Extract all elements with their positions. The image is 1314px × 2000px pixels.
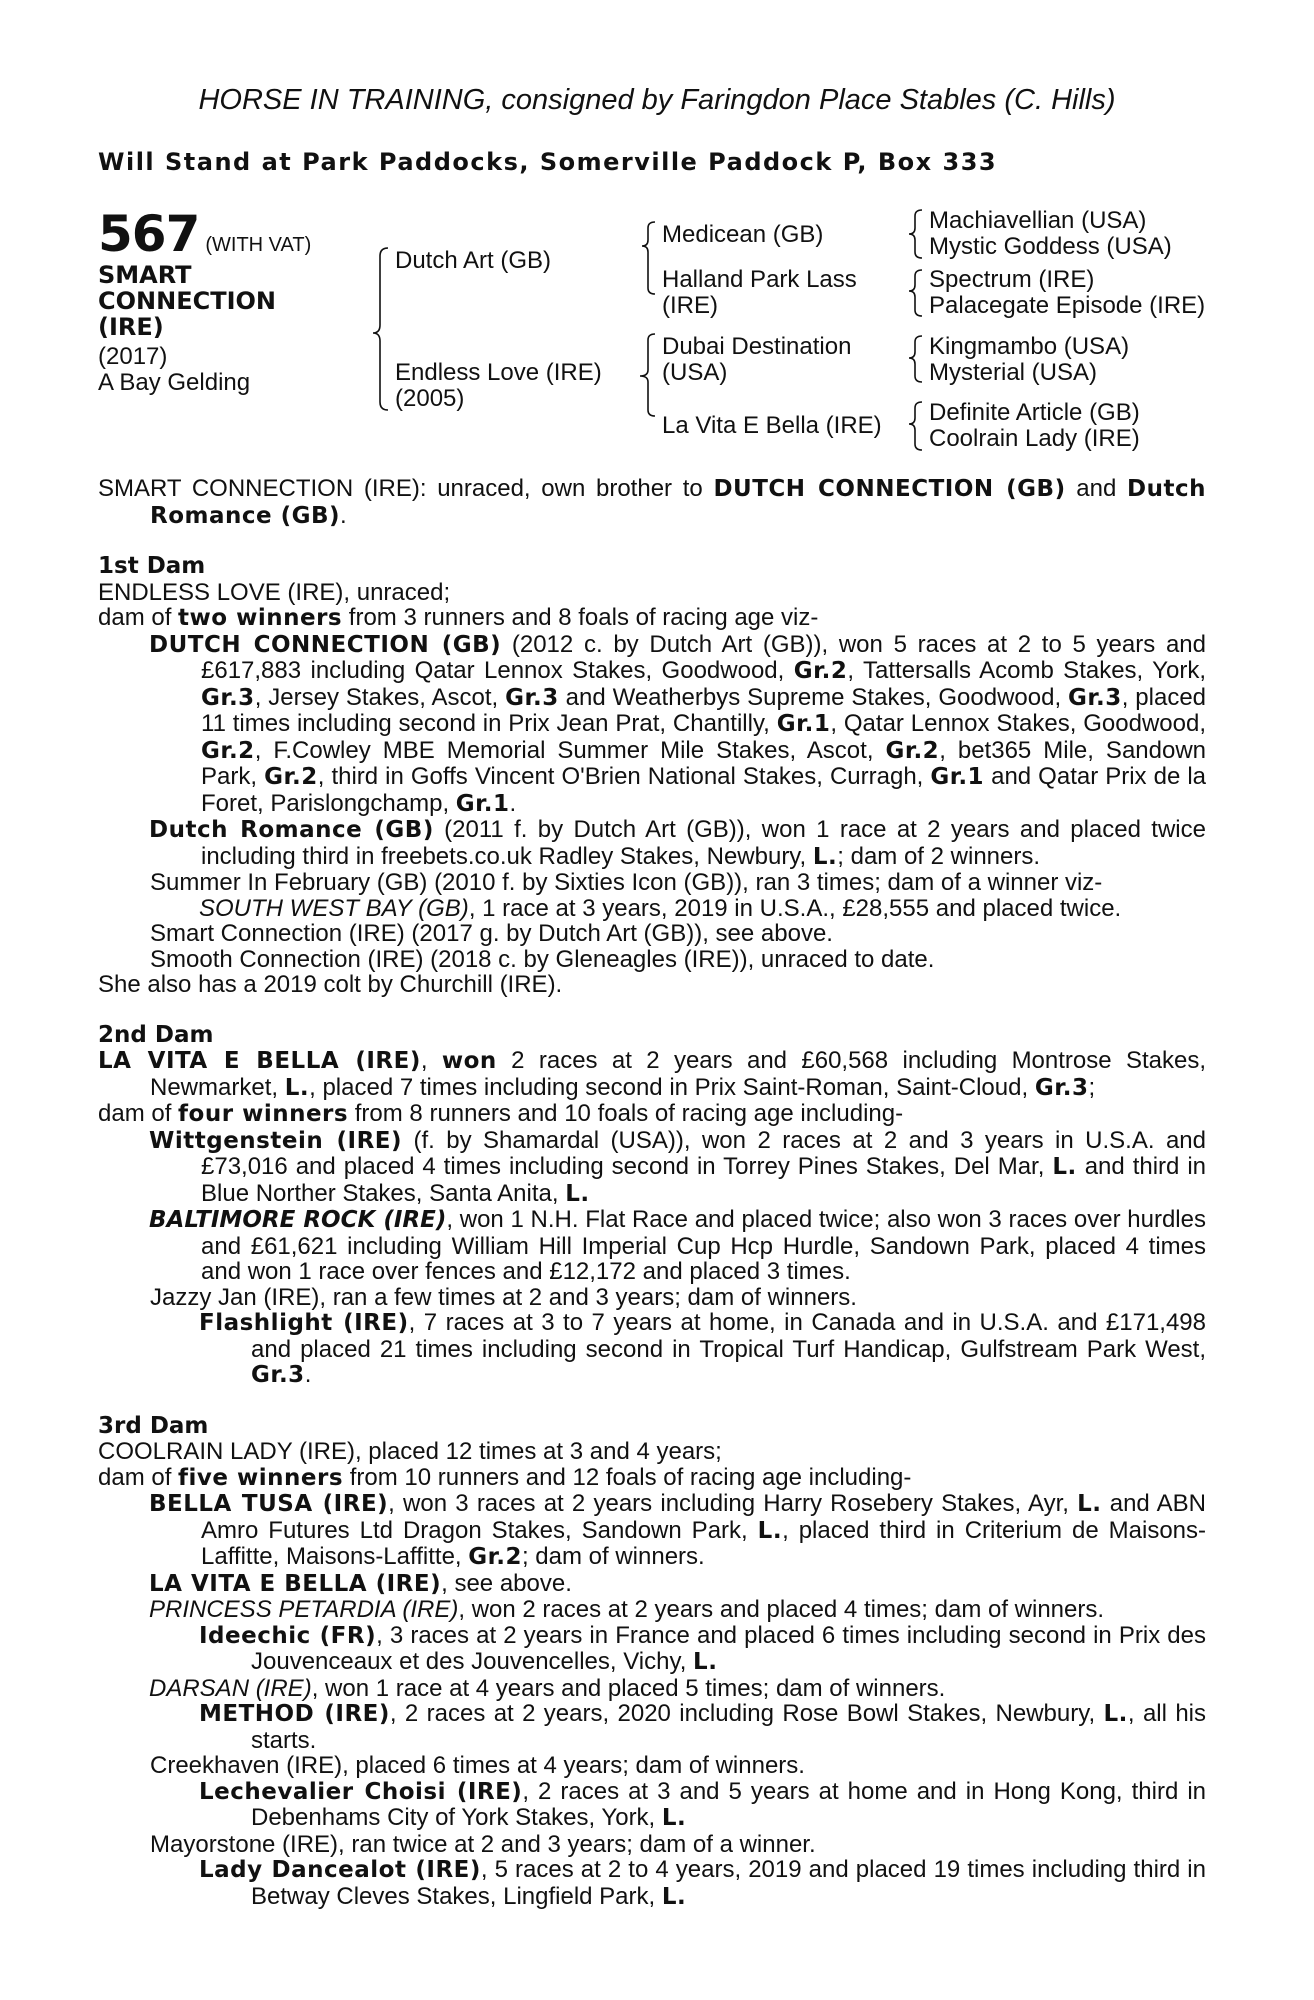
third-dam-heading: 3rd Dam xyxy=(98,1412,209,1439)
third-dam-produce: dam of five winners from 10 runners and 12 foals of racing age including- xyxy=(98,1463,912,1491)
pedigree-g3: Palacegate Episode (IRE) xyxy=(929,292,1206,319)
grand-offspring-entry: Lady Dancealot (IRE), 5 races at 2 to 4 years, 2019 and placed 19 times including third in Betway Cleves Stakes, Lingfield Park, L. xyxy=(199,1856,1206,1910)
third-dam-line: COOLRAIN LADY (IRE), placed 12 times at 3 and 4 years; xyxy=(98,1438,722,1465)
brace-dam xyxy=(640,334,655,416)
pedigree-dam-dam: La Vita E Bella (IRE) xyxy=(662,412,882,439)
offspring-name: BELLA TUSA (IRE) xyxy=(149,1491,389,1517)
grand-offspring-entry: Lechevalier Choisi (IRE), 2 races at 3 and 5 years at home and in Hong Kong, third in Debenhams City of York Stakes, York, L. xyxy=(199,1777,1206,1831)
offspring-entry: Jazzy Jan (IRE), ran a few times at 2 and 3 years; dam of winners. xyxy=(150,1283,857,1311)
brace-g3-2 xyxy=(909,270,922,316)
brace-gen1 xyxy=(373,248,388,410)
pedigree-sire-dam-name: Halland Park Lass xyxy=(662,266,857,293)
offspring-name: Lady Dancealot (IRE) xyxy=(199,1857,481,1883)
offspring-entry: Dutch Romance (GB) (2011 f. by Dutch Art (GB)), won 1 race at 2 years and placed twice including third in freebets.co.uk Radley Stakes, Newbury, L.; dam of 2 winners. xyxy=(149,816,1206,870)
offspring-entry: PRINCESS PETARDIA (IRE), won 2 races at 2 years and placed 4 times; dam of winners. xyxy=(149,1596,1105,1623)
offspring-name: Ideechic (FR) xyxy=(199,1622,377,1649)
offspring-name: DARSAN (IRE) xyxy=(149,1674,312,1702)
horse-name-line: SMART xyxy=(98,261,192,289)
offspring-entry: BELLA TUSA (IRE), won 3 races at 2 years including Harry Rosebery Stakes, Ayr, L. and ABN Amro Futures Ltd Dragon Stakes, Sandown Park, L., placed third in Criterium de Maisons-Laffitte, Maisons-Laffitte, Gr.2; dam of winners. xyxy=(149,1490,1207,1570)
catalogue-body xyxy=(98,476,1206,1910)
intro-line xyxy=(98,476,1206,529)
pedigree-dam-year: (2005) xyxy=(395,385,465,412)
offspring-entry: Smooth Connection (IRE) (2018 c. by Gleneagles (IRE)), unraced to date. xyxy=(150,945,935,973)
brace-g3-1 xyxy=(909,210,922,258)
first-dam-line: ENDLESS LOVE (IRE), unraced; xyxy=(98,578,451,606)
lot-number: 567 xyxy=(98,205,200,263)
offspring-name: Lechevalier Choisi (IRE) xyxy=(199,1778,523,1805)
offspring-entry: BALTIMORE ROCK (IRE), won 1 N.H. Flat Race and placed twice; also won 3 races over hurdles and £61,621 including William Hill Imperial Cup Hcp Hurdle, Sandown Park, placed 4 times and won 1 race over fences and £12,172 and placed 3 times. xyxy=(149,1206,1206,1285)
offspring-entry: Smart Connection (IRE) (2017 g. by Dutch Art (GB)), see above. xyxy=(150,920,833,947)
offspring-name: PRINCESS PETARDIA (IRE) xyxy=(149,1596,459,1623)
consignment-header: HORSE IN TRAINING, consigned by Faringdon Place Stables (C. Hills) xyxy=(198,84,1116,116)
intro-brother-2: Dutch Romance (GB) xyxy=(150,476,1206,529)
intro-text: SMART CONNECTION (IRE): unraced, own brother to xyxy=(98,475,714,502)
pedigree-sire: Dutch Art (GB) xyxy=(395,247,552,274)
horse-name-line: (IRE) xyxy=(98,313,164,341)
pedigree-g3: Spectrum (IRE) xyxy=(929,266,1095,293)
offspring-name: BALTIMORE ROCK (IRE) xyxy=(149,1207,447,1233)
second-dam-heading: 2nd Dam xyxy=(98,1021,214,1048)
pedigree-sire-sire: Medicean (GB) xyxy=(662,221,824,248)
offspring-name: Flashlight (IRE) xyxy=(199,1310,409,1336)
second-dam-produce: dam of four winners from 8 runners and 10 foals of racing age including- xyxy=(98,1100,904,1127)
first-dam-produce: dam of two winners from 3 runners and 8 foals of racing age viz- xyxy=(98,604,819,631)
offspring-name: SOUTH WEST BAY (GB) xyxy=(199,894,469,922)
pedigree-braces xyxy=(0,0,1314,500)
intro-text: . xyxy=(340,501,347,529)
grand-offspring-entry: SOUTH WEST BAY (GB), 1 race at 3 years, 2019 in U.S.A., £28,555 and placed twice. xyxy=(199,894,1122,922)
pedigree-g3: Definite Article (GB) xyxy=(929,399,1140,426)
pedigree-g3: Coolrain Lady (IRE) xyxy=(929,425,1140,452)
offspring-entry: Summer In February (GB) (2010 f. by Sixties Icon (GB)), ran 3 times; dam of a winner viz- xyxy=(150,869,1103,896)
pedigree-dam-sire-name: Dubai Destination xyxy=(662,333,852,360)
brace-sire xyxy=(642,222,655,294)
offspring-name: LA VITA E BELLA (IRE) xyxy=(149,1570,442,1597)
offspring-name: Wittgenstein (IRE) xyxy=(149,1127,403,1154)
stand-location: Will Stand at Park Paddocks, Somerville Paddock P, Box 333 xyxy=(98,148,998,176)
offspring-entry: Creekhaven (IRE), placed 6 times at 4 years; dam of winners. xyxy=(150,1752,805,1779)
brace-g3-3 xyxy=(909,336,922,382)
second-dam-line: LA VITA E BELLA (IRE), won 2 races at 2 years and £60,568 including Montrose Stakes, Newmarket, L., placed 7 times including second in Prix Saint-Roman, Saint-Cloud, Gr.3; xyxy=(98,1047,1206,1101)
pedigree-g3: Mystic Goddess (USA) xyxy=(929,233,1172,260)
intro-text: and xyxy=(1065,475,1128,502)
pedigree-dam-sire-country: (USA) xyxy=(662,359,728,386)
offspring-name: METHOD (IRE) xyxy=(199,1701,390,1727)
intro-brother-1: DUTCH CONNECTION (GB) xyxy=(713,476,1066,502)
offspring-entry: LA VITA E BELLA (IRE), see above. xyxy=(149,1569,572,1597)
first-dam-heading: 1st Dam xyxy=(98,553,206,579)
horse-description: A Bay Gelding xyxy=(98,369,251,396)
brace-g3-4 xyxy=(909,402,922,450)
offspring-entry: DUTCH CONNECTION (GB) (2012 c. by Dutch Art (GB)), won 5 races at 2 to 5 years and £617,883 including Qatar Lennox Stakes, Goodwood, Gr.2, Tattersalls Acomb Stakes, York, Gr.3, Jersey Stakes, Ascot, Gr.3 and Weatherbys Supreme Stakes, Goodwood, Gr.3, placed 11 times including second in Prix Jean Prat, Chantilly, Gr.1, Qatar Lennox Stakes, Goodwood, Gr.2, F.Cowley MBE Memorial Summer Mile Stakes, Ascot, Gr.2, bet365 Mile, Sandown Park, Gr.2, third in Goffs Vincent O'Brien National Stakes, Curragh, Gr.1 and Qatar Prix de la Foret, Parislongchamp, Gr.1. xyxy=(149,630,1207,817)
offspring-entry: She also has a 2019 colt by Churchill (IRE). xyxy=(98,971,563,998)
second-dam-name: LA VITA E BELLA (IRE) xyxy=(98,1048,421,1074)
pedigree-sire-dam-country: (IRE) xyxy=(662,292,718,319)
offspring-entry: DARSAN (IRE), won 1 race at 4 years and placed 5 times; dam of winners. xyxy=(149,1674,946,1702)
horse-name-line: CONNECTION xyxy=(98,287,276,315)
horse-foal-year: (2017) xyxy=(98,343,168,370)
pedigree-g3: Kingmambo (USA) xyxy=(929,333,1130,360)
offspring-entry: Wittgenstein (IRE) (f. by Shamardal (USA)), won 2 races at 2 and 3 years in U.S.A. and £73,016 and placed 4 times including second in Torrey Pines Stakes, Del Mar, L. and third in Blue Norther Stakes, Santa Anita, L. xyxy=(149,1126,1207,1207)
grand-offspring-entry: METHOD (IRE), 2 races at 2 years, 2020 including Rose Bowl Stakes, Newbury, L., all his starts. xyxy=(199,1700,1206,1754)
grand-offspring-entry: Flashlight (IRE), 7 races at 3 to 7 years at home, in Canada and in U.S.A. and £171,498 and placed 21 times including second in Tropical Turf Handicap, Gulfstream Park West, Gr.3. xyxy=(199,1309,1206,1388)
pedigree-g3: Mysterial (USA) xyxy=(929,359,1098,386)
offspring-name: Dutch Romance (GB) xyxy=(149,817,434,843)
pedigree-dam-name: Endless Love (IRE) xyxy=(395,359,602,386)
offspring-name: DUTCH CONNECTION (GB) xyxy=(149,631,502,658)
vat-note: (WITH VAT) xyxy=(205,234,312,256)
offspring-entry: Mayorstone (IRE), ran twice at 2 and 3 years; dam of a winner. xyxy=(150,1830,816,1858)
pedigree-g3: Machiavellian (USA) xyxy=(929,207,1147,234)
grand-offspring-entry: Ideechic (FR), 3 races at 2 years in France and placed 6 times including second in Prix des Jouvenceaux et des Jouvencelles, Vichy, L. xyxy=(199,1621,1206,1675)
